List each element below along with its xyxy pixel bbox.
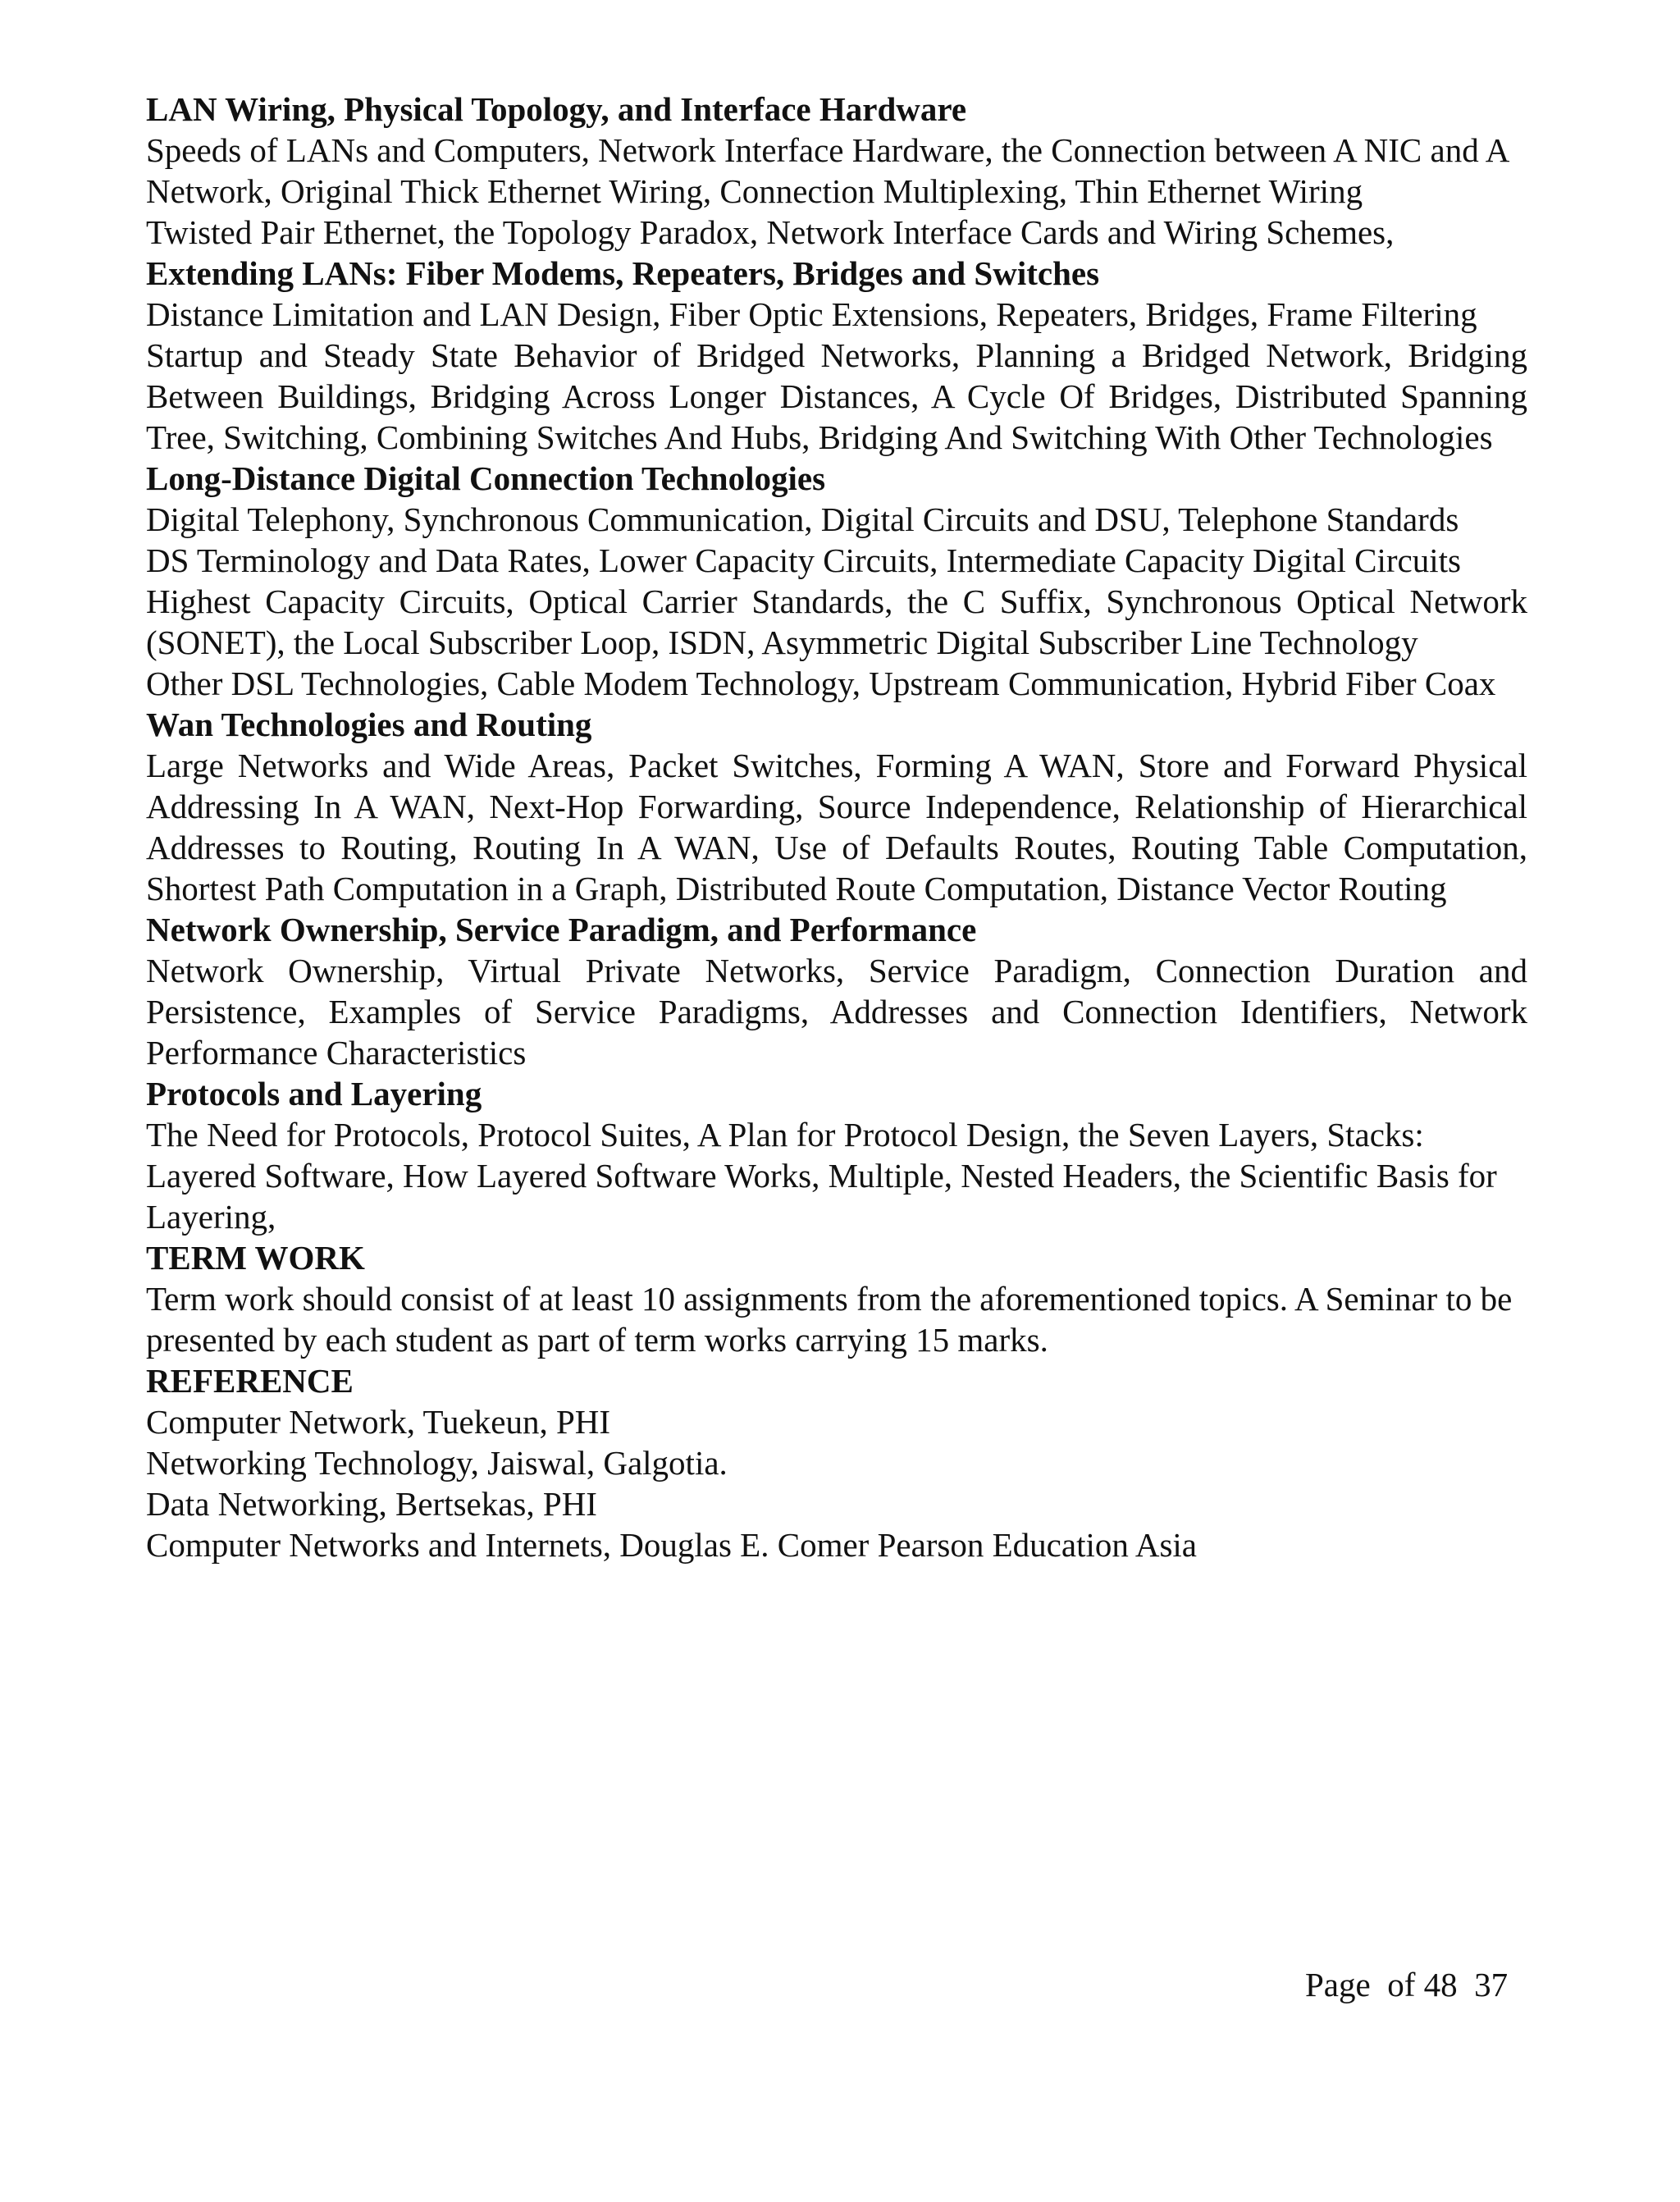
reference-heading: REFERENCE — [146, 1362, 354, 1400]
section-heading: Wan Technologies and Routing — [146, 706, 592, 743]
section-protocols-layering — [146, 1073, 1527, 1237]
section-paragraph: Distance Limitation and LAN Design, Fiber Optic Extensions, Repeaters, Bridges, Frame Filtering — [146, 295, 1477, 333]
section-paragraph: Startup and Steady State Behavior of Bridged Networks, Planning a Bridged Network, Bridging Between Buildings, Bridging Across Longer Distances, A Cycle Of Bridges, Distributed Spanning Tree, Switching, Combining Switches And Hubs, Bridging And Switching With Other Technologies — [146, 336, 1527, 456]
section-wan-technologies — [146, 704, 1527, 909]
term-work-text: Term work should consist of at least 10 assignments from the aforementioned topics. A Seminar to be presented by each student as part of term works carrying 15 marks. — [146, 1280, 1513, 1359]
section-paragraph: Twisted Pair Ethernet, the Topology Paradox, Network Interface Cards and Wiring Schemes, — [146, 213, 1395, 251]
section-paragraph: The Need for Protocols, Protocol Suites, A Plan for Protocol Design, the Seven Layers, Stacks: Layered Software, How Layered Software Works, Multiple, Nested Headers, the Scientific Basis for Layering, — [146, 1116, 1497, 1236]
reference-section — [146, 1360, 1527, 1565]
term-work-section — [146, 1237, 1527, 1360]
section-lan-wiring — [146, 89, 1527, 253]
section-extending-lans — [146, 253, 1527, 458]
section-long-distance — [146, 458, 1527, 704]
section-heading: Protocols and Layering — [146, 1075, 482, 1112]
reference-item: Computer Networks and Internets, Douglas E. Comer Pearson Education Asia — [146, 1526, 1197, 1564]
section-heading: Network Ownership, Service Paradigm, and Performance — [146, 911, 977, 948]
reference-item: Networking Technology, Jaiswal, Galgotia. — [146, 1444, 728, 1482]
section-paragraph: Large Networks and Wide Areas, Packet Switches, Forming A WAN, Store and Forward Physical Addressing In A WAN, Next-Hop Forwarding, Source Independence, Relationship of Hierarchical Addresses to Routing, Routing In A WAN, Use of Defaults Routes, Routing Table Computation, Shortest Path Computation in a Graph, Distributed Route Computation, Distance Vector Routing — [146, 747, 1527, 907]
section-heading: Long-Distance Digital Connection Technologies — [146, 459, 826, 497]
section-paragraph: Network Ownership, Virtual Private Networks, Service Paradigm, Connection Duration and Persistence, Examples of Service Paradigms, Addresses and Connection Identifiers, Network Performance Characteristics — [146, 952, 1527, 1071]
section-paragraph: DS Terminology and Data Rates, Lower Capacity Circuits, Intermediate Capacity Digital Circuits — [146, 541, 1461, 579]
section-heading: Extending LANs: Fiber Modems, Repeaters, Bridges and Switches — [146, 254, 1100, 292]
section-paragraph: Speeds of LANs and Computers, Network Interface Hardware, the Connection between A NIC and A Network, Original Thick Ethernet Wiring, Connection Multiplexing, Thin Ethernet Wiring — [146, 131, 1509, 210]
section-heading: LAN Wiring, Physical Topology, and Interface Hardware — [146, 90, 967, 128]
term-work-heading: TERM WORK — [146, 1239, 365, 1277]
reference-item: Data Networking, Bertsekas, PHI — [146, 1485, 597, 1523]
section-paragraph: Digital Telephony, Synchronous Communication, Digital Circuits and DSU, Telephone Standards — [146, 500, 1459, 538]
page-number-footer: Page of 48 37 — [1305, 1966, 1509, 2003]
section-paragraph: Other DSL Technologies, Cable Modem Technology, Upstream Communication, Hybrid Fiber Coax — [146, 665, 1496, 702]
document-page — [146, 89, 1527, 1565]
section-network-ownership — [146, 909, 1527, 1073]
reference-item: Computer Network, Tuekeun, PHI — [146, 1403, 611, 1441]
section-paragraph: Highest Capacity Circuits, Optical Carrier Standards, the C Suffix, Synchronous Optical Network (SONET), the Local Subscriber Loop, ISDN, Asymmetric Digital Subscriber Line Technology — [146, 582, 1527, 661]
